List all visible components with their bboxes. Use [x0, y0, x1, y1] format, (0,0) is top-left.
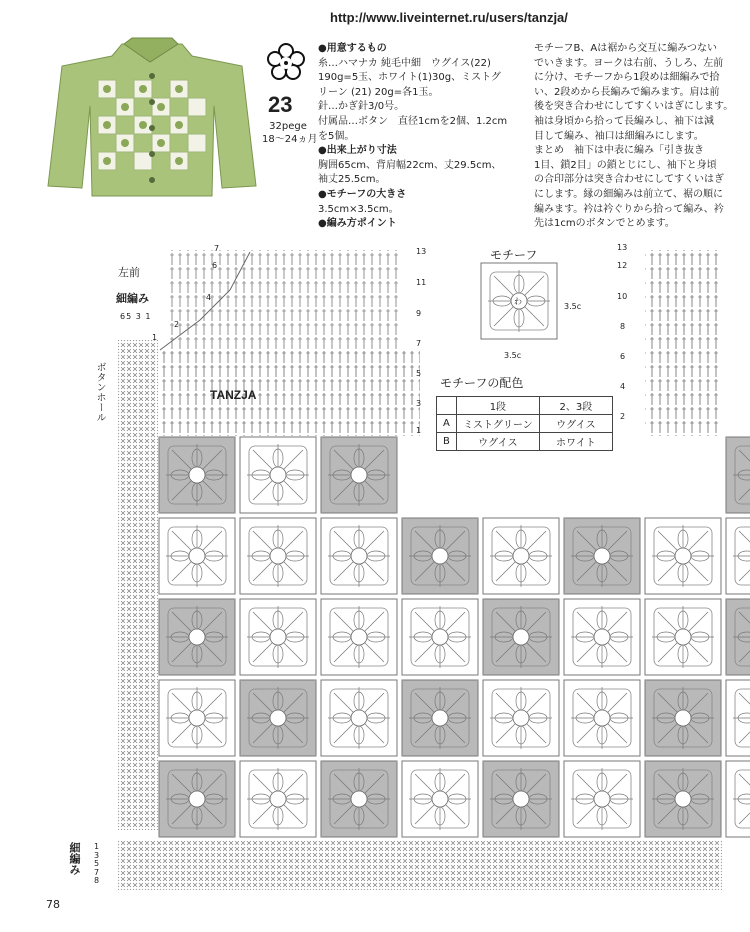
instruction-line: 先は1cmのボタンでとめます。: [534, 218, 675, 230]
row-num: 4: [620, 382, 626, 391]
instruction-line: 目して編み、袖口は細編みにします。: [534, 130, 704, 142]
instruction-line: でいきます。ヨークは右前、うしろ、左前: [534, 57, 724, 69]
motif-title: モチーフ: [490, 248, 538, 262]
bottom-row-numbers: 1 3 5 7 8: [94, 842, 100, 885]
color-table-title: モチーフの配色: [440, 376, 524, 390]
left-front-label: 左前: [118, 266, 140, 279]
row-num: 8: [620, 322, 626, 331]
instruction-line: まとめ 袖下は中表に編み「引き抜き: [534, 145, 704, 157]
row-num: 5: [416, 369, 422, 378]
table-row: A ミストグリーン ウグイス: [437, 415, 613, 433]
instruction-line: に分け、モチーフから1段めは細編みで拾: [534, 72, 720, 84]
materials-line: 袖丈25.5cm。: [318, 174, 386, 186]
instruction-line: 後を突き合わせにしてすくいはぎにします。: [534, 101, 734, 113]
materials-line: ●用意するもの: [318, 43, 387, 54]
sc-label: 細編み: [116, 292, 149, 305]
sc-label-bottom: 細編み: [68, 842, 81, 875]
top-row-numbers: 65 3 1: [120, 312, 152, 321]
instruction-line: 袖は身頃から拾って長編みし、袖下は減: [534, 115, 714, 127]
source-url[interactable]: http://www.liveinternet.ru/users/tanzja/: [330, 10, 568, 25]
page-number: 78: [46, 898, 60, 911]
motif-detail-diagram: [480, 262, 560, 352]
row-num: 2: [620, 412, 626, 421]
neck-row-1: 1: [152, 333, 158, 342]
motif-size-horizontal: 3.5c: [504, 351, 522, 360]
materials-line: ●編み方ポイント: [318, 218, 397, 230]
row-num: 13: [617, 243, 628, 252]
materials-line: 付属品…ボタン 直径1cmを2個、1.2cm: [318, 115, 508, 127]
materials-line: を5個。: [318, 130, 355, 142]
row-num: 11: [416, 278, 427, 287]
neck-row-2: 2: [174, 320, 180, 329]
size-range: 18〜24ヵ月: [262, 134, 318, 145]
row-num: 1: [416, 426, 422, 435]
page-ref: 32pege: [269, 121, 307, 132]
row-num: 7: [416, 339, 422, 348]
row-num: 12: [617, 261, 628, 270]
table-row: 1段 2、3段: [437, 397, 613, 415]
instruction-line: にします。縁の細編みは前立て、裾の順に: [534, 188, 723, 200]
instruction-line: の合印部分は突き合わせにしてすくいはぎ: [534, 174, 724, 186]
neck-row-4: 4: [206, 293, 212, 302]
materials-line: リーン (21) 20g=各1玉。: [318, 86, 439, 98]
row-num: 3: [416, 399, 422, 408]
motif-center-label: わ: [514, 297, 522, 306]
materials-line: 胸囲65cm、背肩幅22cm、丈29.5cm、: [318, 159, 502, 171]
pattern-number: 23: [268, 92, 293, 117]
row-num: 9: [416, 309, 422, 318]
motif-size-vertical: 3.5c: [564, 302, 582, 311]
neck-row-6: 6: [212, 261, 218, 270]
row-num: 13: [416, 247, 427, 256]
color-table: [436, 396, 613, 451]
watermark: TANZJA: [210, 388, 257, 402]
buttonhole-label: ボタンホール: [94, 362, 105, 422]
materials-line: 3.5cm×3.5cm。: [318, 203, 399, 215]
instruction-line: い、2段めから長編みで編みます。肩は前: [534, 86, 720, 98]
row-num: 10: [617, 292, 628, 301]
materials-line: 針…かぎ針3/0号。: [318, 101, 405, 113]
row-num: 6: [620, 352, 626, 361]
instruction-line: 編みます。衿は衿ぐりから拾って編み、衿: [534, 203, 724, 215]
neck-row-7: 7: [214, 244, 220, 253]
instruction-line: 1目、鎖2目」の鎖とじにし、袖下と身頃: [534, 159, 717, 171]
materials-line: 190g=5玉、ホワイト(1)30g、ミストグ: [318, 72, 501, 84]
instruction-line: モチーフB、Aは裾から交互に編みつない: [534, 43, 718, 54]
materials-line: 糸…ハマナカ 純毛中細 ウグイス(22): [318, 57, 491, 69]
materials-line: ●出来上がり寸法: [318, 145, 397, 157]
materials-line: ●モチーフの大きさ: [318, 188, 407, 200]
table-row: B ウグイス ホワイト: [437, 433, 613, 451]
